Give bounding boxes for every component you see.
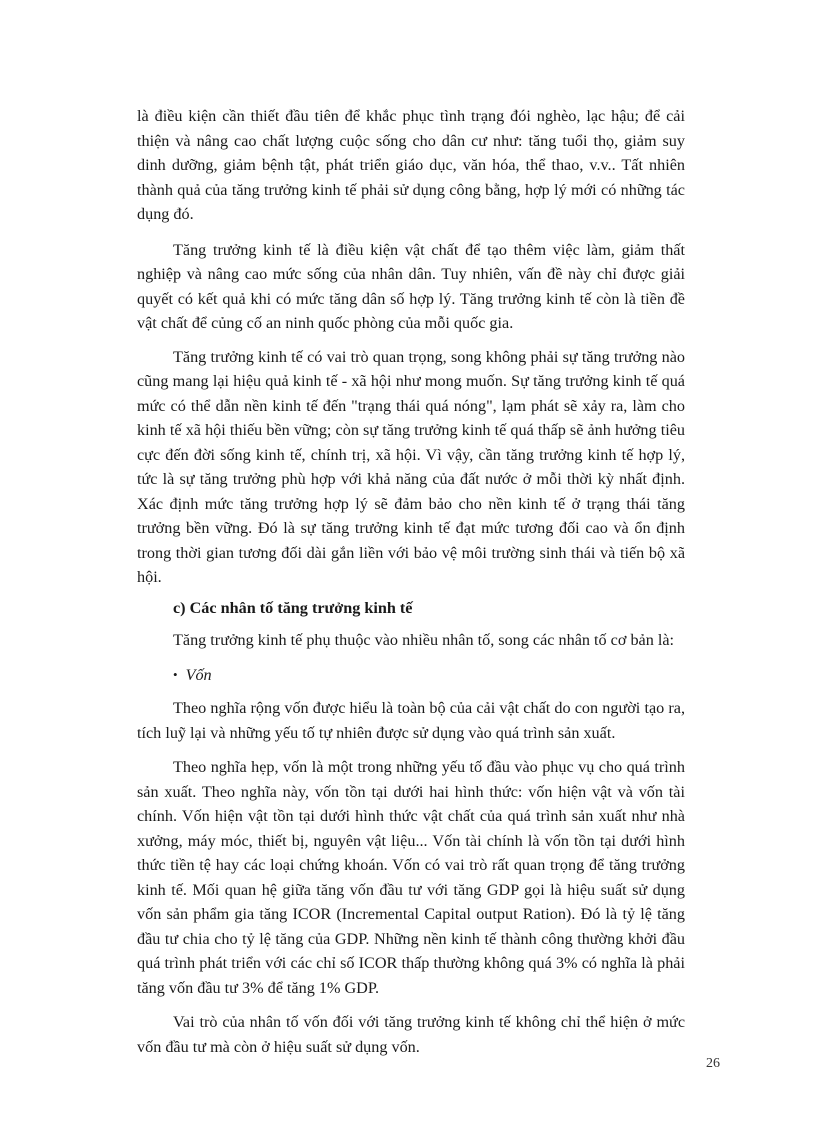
paragraph: Vai trò của nhân tố vốn đối với tăng trưởng kinh tế không chỉ thể hiện ở mức vốn đầu tư mà còn ở hiệu suất sử dụng vốn. (137, 1013, 685, 1056)
paragraph: Theo nghĩa hẹp, vốn là một trong những yếu tố đầu vào phục vụ cho quá trình sản xuất. Theo nghĩa này, vốn tồn tại dưới hai hình thức: vốn hiện vật và vốn tài chính. Vốn hiện vật tồn tại dưới hình thức vật chất của quá trình sản xuất như nhà xưởng, máy móc, thiết bị, nguyên vật liệu... Vốn tài chính là vốn tồn tại dưới hình thức tiền tệ hay các loại chứng khoán. Vốn có vai trò rất quan trọng để tăng trưởng kinh tế. Mối quan hệ giữa tăng vốn đầu tư với tăng GDP gọi là hiệu suất sử dụng vốn sản phẩm gia tăng ICOR (Incremental Capital output Ration). Đó là tỷ lệ tăng đầu tư chia cho tỷ lệ tăng của GDP. Những nền kinh tế thành công thường khởi đầu quá trình phát triển với các chỉ số ICOR thấp thường không quá 3% có nghĩa là phải tăng vốn đầu tư 3% để tăng 1% GDP. (137, 758, 685, 997)
paragraph: Theo nghĩa rộng vốn được hiểu là toàn bộ của cải vật chất do con người tạo ra, tích luỹ lại và những yếu tố tự nhiên được sử dụng vào quá trình sản xuất. (137, 699, 685, 742)
bullet-item (137, 663, 685, 689)
paragraph: Tăng trưởng kinh tế là điều kiện vật chất để tạo thêm việc làm, giảm thất nghiệp và nâng cao mức sống của nhân dân. Tuy nhiên, vấn đề này chỉ được giải quyết có kết quả khi có mức tăng dân số hợp lý. Tăng trưởng kinh tế còn là tiền đề vật chất để củng cố an ninh quốc phòng của mỗi quốc gia. (137, 240, 685, 332)
paragraph: Tăng trưởng kinh tế phụ thuộc vào nhiều nhân tố, song các nhân tố cơ bản là: (173, 631, 675, 649)
paragraph: Tăng trưởng kinh tế có vai trò quan trọng, song không phải sự tăng trưởng nào cũng mang lại hiệu quả kinh tế - xã hội như mong muốn. Sự tăng trưởng kinh tế quá mức có thể dẫn nền kinh tế đến "trạng thái quá nóng", lạm phát sẽ xảy ra, làm cho kinh tế xã hội thiếu bền vững; còn sự tăng trưởng kinh tế quá thấp sẽ ảnh hưởng tiêu cực đến đời sống kinh tế, chính trị, xã hội. Vì vậy, cần tăng trưởng kinh tế hợp lý, tức là sự tăng trưởng phù hợp với khả năng của đất nước ở mỗi thời kỳ nhất định. Xác định mức tăng trưởng hợp lý sẽ đảm bảo cho nền kinh tế ở trạng thái tăng trưởng bền vững. Đó là sự tăng trưởng kinh tế đạt mức tương đối cao và ổn định trong thời gian tương đối dài gắn liền với bảo vệ môi trường sinh thái và tiến bộ xã hội. (137, 347, 685, 586)
bullet-label: Vốn (185, 665, 212, 684)
paragraph: là điều kiện cần thiết đầu tiên để khắc phục tình trạng đói nghèo, lạc hậu; để cải thiện và nâng cao chất lượng cuộc sống cho dân cư như: tăng tuổi thọ, giảm suy dinh dưỡng, giảm bệnh tật, phát triển giáo dục, văn hóa, thể thao, v.v.. Tất nhiên thành quả của tăng trưởng kinh tế phải sử dụng công bằng, hợp lý mới có những tác dụng đó. (137, 107, 685, 223)
bullet-icon: • (173, 666, 178, 682)
page-content (137, 104, 685, 1069)
page-number: 26 (706, 1056, 720, 1071)
section-heading: c) Các nhân tố tăng trưởng kinh tế (173, 598, 413, 617)
